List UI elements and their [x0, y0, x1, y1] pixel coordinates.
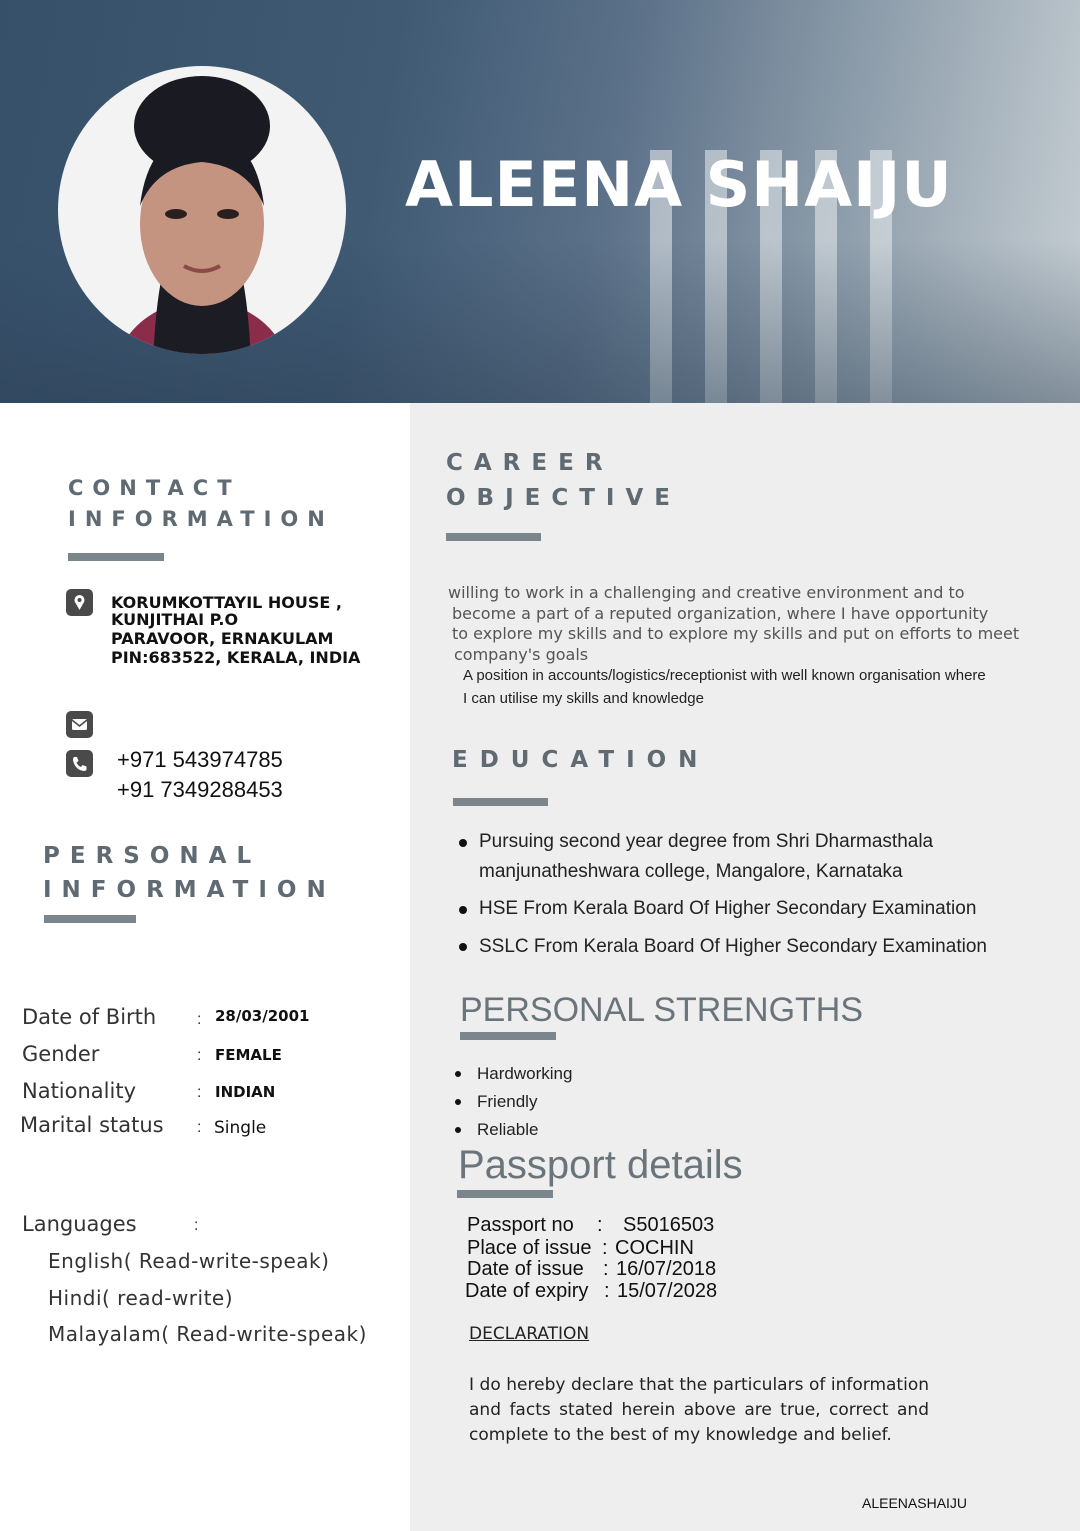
- email-icon: [66, 711, 93, 738]
- passport-colon: :: [597, 1214, 603, 1236]
- date-of-expiry-label: Date of expiry: [465, 1280, 589, 1302]
- strengths-heading: PERSONAL STRENGTHS: [460, 991, 864, 1029]
- education-item: SSLC From Kerala Board Of Higher Secondary Examination: [479, 936, 987, 957]
- declaration-heading: DECLARATION: [469, 1324, 590, 1344]
- candidate-name: ALEENA SHAIJU: [405, 148, 953, 221]
- career-heading-line2: OBJECTIVE: [446, 485, 681, 511]
- passport-no-label: Passport no: [467, 1214, 574, 1236]
- place-of-issue-value: COCHIN: [615, 1237, 694, 1259]
- objective-line: A position in accounts/logistics/receptionist with well known organisation where: [463, 667, 986, 684]
- bullet: [459, 943, 467, 951]
- contact-heading-line2: INFORMATION: [68, 507, 334, 531]
- languages-colon: :: [194, 1217, 199, 1234]
- education-item: Pursuing second year degree from Shri Dharmasthala: [479, 831, 934, 852]
- right-column: [410, 403, 1080, 1531]
- education-heading: EDUCATION: [452, 747, 710, 773]
- address-line-3: PARAVOOR, ERNAKULAM: [111, 629, 334, 648]
- profile-photo: [58, 66, 346, 354]
- passport-colon: :: [604, 1280, 610, 1302]
- phone-number-2: +91 7349288453: [117, 777, 283, 802]
- passport-no-value: S5016503: [623, 1214, 715, 1236]
- bullet: [459, 906, 467, 914]
- gender-colon: :: [197, 1047, 202, 1064]
- dob-label: Date of Birth: [22, 1005, 157, 1029]
- gender-label: Gender: [22, 1042, 100, 1066]
- personal-heading-line2: INFORMATION: [43, 877, 336, 903]
- signature: ALEENASHAIJU: [862, 1495, 968, 1511]
- bullet: [455, 1099, 461, 1105]
- phone-number-1: +971 543974785: [117, 747, 283, 772]
- declaration-text: I do hereby declare that the particulars of information and facts stated herein above are true, correct and complete to the best of my knowledge and belief.: [469, 1375, 929, 1445]
- personal-heading-line1: PERSONAL: [43, 843, 262, 869]
- place-of-issue-label: Place of issue: [467, 1237, 592, 1259]
- date-of-issue-label: Date of issue: [467, 1258, 584, 1280]
- address-line-2: KUNJITHAI P.O: [111, 610, 239, 629]
- strength-item: Hardworking: [477, 1064, 573, 1083]
- passport-heading: Passport details: [458, 1143, 743, 1187]
- strengths-underline: [460, 1032, 556, 1040]
- career-underline: [446, 533, 541, 541]
- language-item: English( Read-write-speak): [48, 1249, 330, 1273]
- language-item: Hindi( read-write): [48, 1286, 234, 1310]
- bullet: [459, 839, 467, 847]
- passport-underline: [457, 1190, 553, 1198]
- bullet: [455, 1071, 461, 1077]
- dob-colon: :: [197, 1011, 202, 1028]
- address-line-4: PIN:683522, KERALA, INDIA: [111, 648, 361, 667]
- gender-value: FEMALE: [215, 1046, 282, 1064]
- education-underline: [453, 798, 548, 806]
- date-of-issue-value: 16/07/2018: [616, 1258, 717, 1280]
- address-line-1: KORUMKOTTAYIL HOUSE ,: [111, 593, 342, 612]
- passport-colon: :: [603, 1258, 609, 1280]
- passport-colon: :: [602, 1237, 608, 1259]
- contact-heading-line1: CONTACT: [68, 476, 241, 500]
- objective-line: to explore my skills and to explore my skills and put on efforts to meet: [452, 624, 1020, 643]
- nationality-label: Nationality: [22, 1079, 137, 1103]
- marital-colon: :: [197, 1119, 202, 1136]
- bullet: [455, 1127, 461, 1133]
- languages-label: Languages: [22, 1212, 137, 1236]
- location-pin-icon: [66, 589, 93, 616]
- education-item: HSE From Kerala Board Of Higher Secondary Examination: [479, 898, 977, 919]
- marital-label: Marital status: [20, 1113, 164, 1137]
- dob-value: 28/03/2001: [215, 1007, 310, 1025]
- date-of-expiry-value: 15/07/2028: [617, 1280, 718, 1302]
- marital-value: Single: [214, 1118, 267, 1138]
- personal-underline: [44, 915, 136, 923]
- contact-underline: [68, 553, 164, 561]
- strength-item: Friendly: [477, 1092, 538, 1111]
- objective-line: become a part of a reputed organization, where I have opportunity: [452, 604, 989, 623]
- objective-line: company's goals: [454, 645, 589, 664]
- objective-line: willing to work in a challenging and creative environment and to: [448, 583, 965, 602]
- education-item-cont: manjunatheshwara college, Mangalore, Karnataka: [479, 861, 903, 882]
- language-item: Malayalam( Read-write-speak): [48, 1322, 367, 1346]
- nationality-colon: :: [197, 1084, 202, 1101]
- career-heading-line1: CAREER: [446, 450, 614, 476]
- phone-icon: [66, 750, 93, 777]
- nationality-value: INDIAN: [215, 1083, 276, 1101]
- strength-item: Reliable: [477, 1120, 539, 1139]
- objective-line: I can utilise my skills and knowledge: [463, 690, 704, 707]
